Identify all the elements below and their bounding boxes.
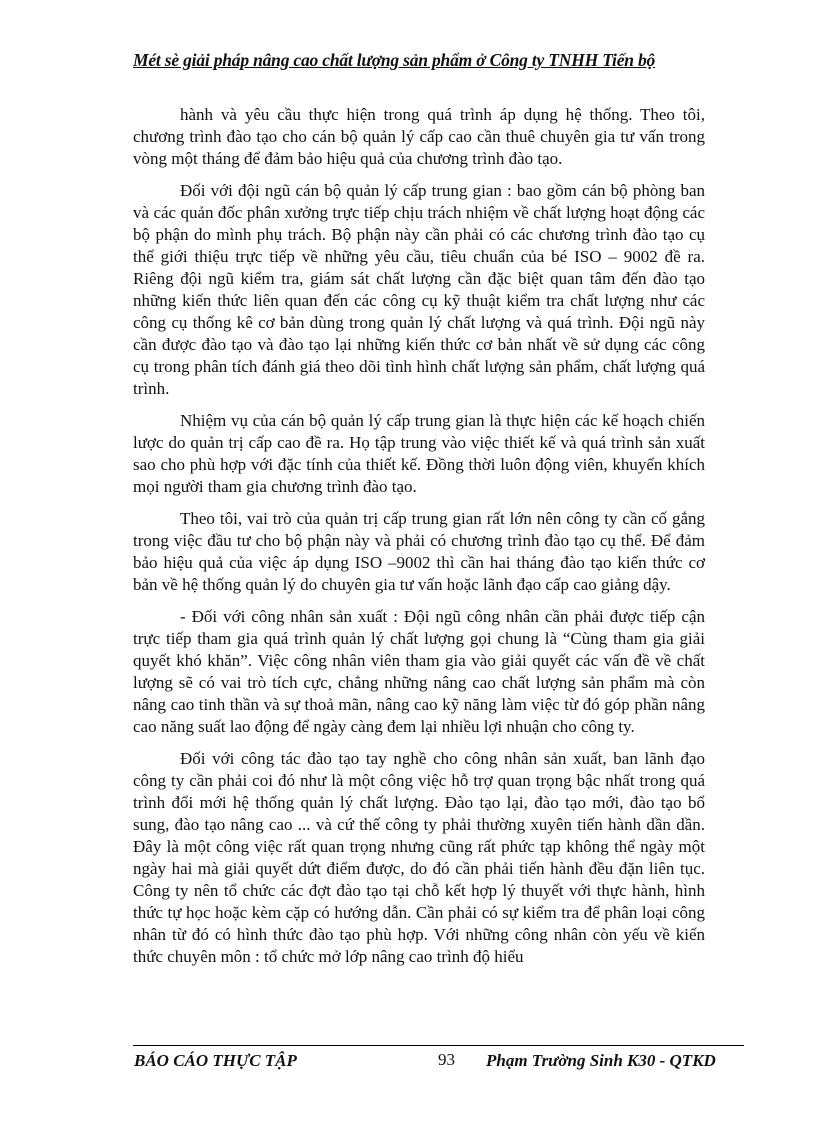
paragraph-4: Theo tôi, vai trò của quản trị cấp trung gian rất lớn nên công ty cần cố gắng trong việc đầu tư cho bộ phận này và phải có chương trình đào tạo cụ thể. Để đảm bảo hiệu quả của việc áp dụng ISO –9002 thì cần hai tháng đào tạo kiến thức cơ bản về hệ thống quản lý do chuyên gia tư vấn hoặc lãnh đạo cấp cao giảng dậy.: [133, 509, 705, 594]
footer-divider: [133, 1045, 744, 1046]
footer-author: Phạm Trường Sinh K30 - QTKD: [486, 1051, 716, 1070]
footer-report-label: BÁO CÁO THỰC TẬP: [134, 1051, 297, 1070]
paragraph-3: Nhiệm vụ của cán bộ quản lý cấp trung gian là thực hiện các kế hoạch chiến lược do quản trị cấp cao đề ra. Họ tập trung vào việc thiết kế và quá trình sản xuất sao cho phù hợp với đặc tính của thiết kế. Đồng thời luôn động viên, khuyến khích mọi người tham gia chương trình đào tạo.: [133, 411, 705, 496]
paragraph-2: Đối với đội ngũ cán bộ quản lý cấp trung gian : bao gồm cán bộ phòng ban và các quản đốc phân xưởng trực tiếp chịu trách nhiệm về chất lượng hoạt động các bộ phận do mình phụ trách. Bộ phận này cần phải có các chương trình đào tạo cụ thể giới thiệu trực tiếp về những yêu cầu, tiêu chuẩn của bé ISO – 9002 đề ra. Riêng đội ngũ kiểm tra, giám sát chất lượng cần đặc biệt quan tâm đến đào tạo những kiến thức liên quan đến các công cụ kỹ thuật kiểm tra chất lượng như các công cụ thống kê cơ bản dùng trong quản lý chất lượng và quá trình. Đội ngũ này cần được đào tạo và đào tạo lại những kiến thức cơ bản nhất về sử dụng các công cụ trong phân tích đánh giá theo dõi tình hình chất lượng sản phẩm, chất lượng quá trình.: [133, 181, 705, 398]
document-body: [133, 104, 705, 978]
running-header: Mét sè giải pháp nâng cao chất lượng sản phẩm ở Công ty TNHH Tiến bộ: [133, 50, 656, 70]
paragraph-5: - Đối với công nhân sản xuất : Đội ngũ công nhân cần phải được tiếp cận trực tiếp tham gia quá trình quản lý chất lượng gọi chung là “Cùng tham gia giải quyết khó khăn”. Việc công nhân viên tham gia vào giải quyết các vấn đề về chất lượng sẽ có vai trò tích cực, chẳng những nâng cao chất lượng sản phẩm mà còn nâng cao tinh thần và sự thoả mãn, nâng cao kỹ năng làm việc từ đó góp phần nâng cao năng suất lao động để ngày càng đem lại nhiều lợi nhuận cho công ty.: [133, 607, 705, 736]
page-number: 93: [438, 1050, 455, 1069]
paragraph-6: Đối với công tác đào tạo tay nghề cho công nhân sản xuất, ban lãnh đạo công ty cần phải coi đó như là một công việc hỗ trợ quan trọng bậc nhất trong quá trình đổi mới hệ thống quản lý chất lượng. Đào tạo lại, đào tạo mới, đào tạo bổ sung, đào tạo nâng cao ... và cứ thế công ty phải thường xuyên tiến hành dần dần. Đây là một công việc rất quan trọng nhưng cũng rất phức tạp không thể ngày một ngày hai mà giải quyết dứt điểm được, do đó cần phải tiến hành đều đặn liên tục. Công ty nên tổ chức các đợt đào tạo tại chỗ kết hợp lý thuyết với thực hành, hình thức tự học hoặc kèm cặp có hướng dẫn. Cần phải có sự kiểm tra để phân loại công nhân từ đó có hình thức đào tạo phù hợp. Với những công nhân còn yếu về kiến thức chuyên môn : tổ chức mở lớp nâng cao trình độ hiểu: [133, 749, 705, 966]
paragraph-1: hành và yêu cầu thực hiện trong quá trình áp dụng hệ thống. Theo tôi, chương trình đào tạo cho cán bộ quản lý cấp cao cần thuê chuyên gia tư vấn trong vòng một tháng để đảm bảo hiệu quả của chương trình đào tạo.: [133, 105, 705, 168]
